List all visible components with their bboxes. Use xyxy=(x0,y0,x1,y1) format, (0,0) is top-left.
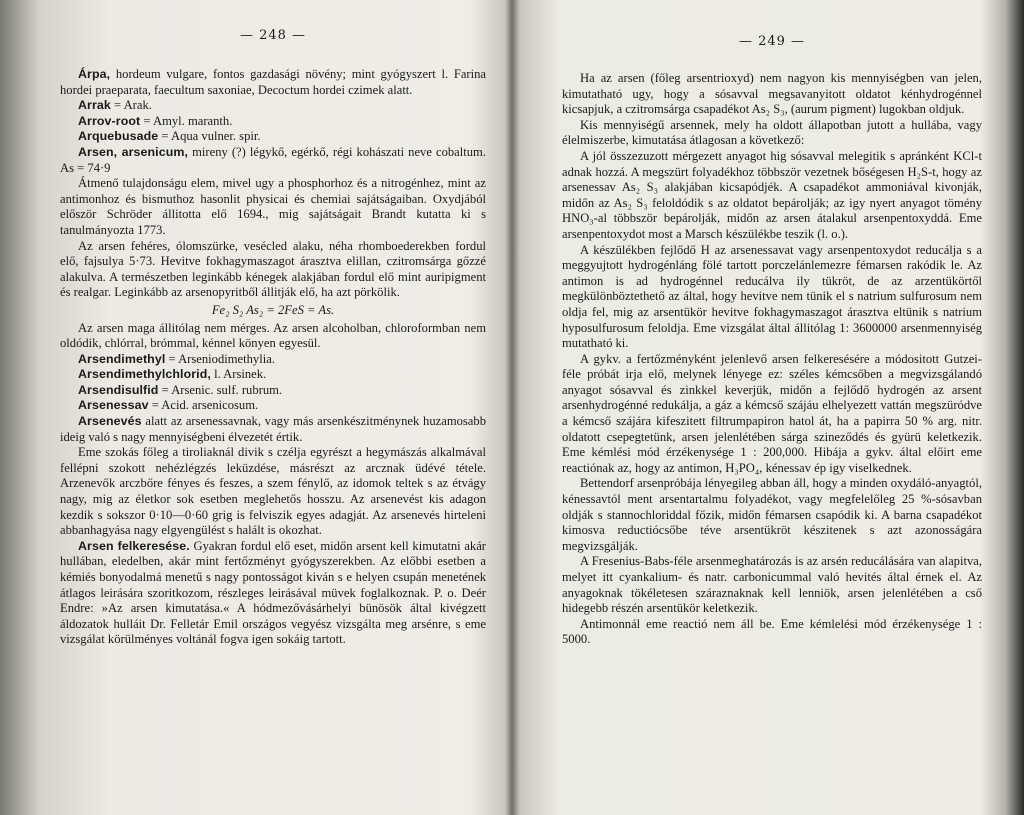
entry-text: = Arseniodimethylia. xyxy=(165,351,275,366)
dictionary-entry xyxy=(60,398,486,414)
entry-text: mireny (?) légykő, egérkő, régi kohászati neve cobaltum. As = 74·9 xyxy=(60,144,486,175)
entry-text: l. Arsinek. xyxy=(210,367,267,382)
entry-headword: Arsen, arsenicum, xyxy=(78,144,189,159)
entry-text: hordeum vulgare, fontos gazdasági növény; mint gyógyszert l. Farina hordei praeparata, faecultum saxoniae, Decoctum hordei czimek alatt. xyxy=(60,67,486,97)
paragraph: A Fresenius-Babs-féle arsenmeghatározás is az arsén reducálására van alapitva, melyet itt cyankalium- és natr. carbonicummal való hevités által érnek el. Az anyagoknak tökéletesen száraznaknak kell lenniök, arsen jelenlétében a cső hidegebb részén arsentükör keletkezik. xyxy=(562,554,982,616)
right-page xyxy=(514,0,1024,815)
entry-headword: Arsen felkeresése. xyxy=(78,538,190,553)
left-page xyxy=(0,0,510,815)
left-page-body xyxy=(60,67,486,648)
paragraph: A jól összezuzott mérgezett anyagot hig sósavval melegitik s apránként KCl-t adnak hozzá. A megszürt folyadékhoz többször vezetnek bőségesen H₂S-t, hogy az arsenessav As₂ S₃ alakjában kicsapódjék. A csapadékot ammoniával kivonják, midőn az As₂ S₃ feloldódik s az oldatot bepárolják; az igy nyert anyagot tömény HNO₃-al többször bepárolják, midőn az arsen átalakul arsenpentoxyddá. Eme arsenpentoxydot most a Marsch készülékbe teszik (l. o.). xyxy=(562,148,982,241)
dictionary-entry xyxy=(60,367,486,383)
right-page-body xyxy=(562,71,982,648)
paragraph: Átmenő tulajdonságu elem, mivel ugy a phosphorhoz és a nitrogénhez, mint az antimonhoz és bismuthoz hasonlit physicai és chemiai sajátságaiban. Oxydjából először Schröder állitotta elő 1694., mig sajátságait Brandt kutatta ki s tanulmányozta 1773. xyxy=(60,176,486,237)
paragraph: Antimonnál eme reactió nem áll be. Eme kémlelési mód érzékenysége 1 : 5000. xyxy=(562,616,982,647)
page-number: — 249 — xyxy=(738,34,806,49)
paragraph: Az arsen maga állitólag nem mérges. Az arsen alcoholban, chloroformban nem oldódik, chlórral, brómmal, kénnel könyen egyesül. xyxy=(60,320,486,351)
dictionary-entry xyxy=(60,352,486,368)
entry-text: Gyakran fordul elő eset, midőn arsent kell kimutatni akár hullában, eledelben, akár mint fertőzményt gyógyszerekben. Az előbbi esetben a kémiés bonyodalmá menetű s nagy pontosságot kiván s e helyen csupán menetének átlagos leirására szoritkozom, részleges leirásával müvek foglalkoznak. P. o. Deér Endre: »Az arsen kimutatása.« A hódmezővásárhelyi bünösök által kivégzett áldozatok hulláit Dr. Felletár Emil országos vegyész vizsgálta meg arsénre, s eme vizsgálat körülményes voltánál fogva igen sokáig tartott. xyxy=(60,538,486,647)
entry-headword: Arrak xyxy=(78,98,111,113)
paragraph: Eme szokás főleg a tiroliaknál divik s czélja egyrészt a hegymászás alkalmával fellépni szokott nehézlégzés leküzdése, másrészt az arcznak üdévé tétele. Arzenevők arczbőre fényes és feszes, a szem fénylő, az idomok teltek s az étvágy nagy, mig az életkor sok esetben meglehetős hosszu. Az arsenevést kis adagon kezdik s sokszor 0·10—0·60 grig is felviszik egyes adagját. Az arsenevés hirteleni abbanhagyása nagy elgyengülést s halált is okozhat. xyxy=(60,445,486,538)
entry-text: = Acid. arsenicosum. xyxy=(148,398,259,413)
dictionary-entry xyxy=(60,539,486,648)
dictionary-entry xyxy=(60,98,486,114)
chemical-formula: Fe₂ S₂ As₂ = 2FeS = As. xyxy=(211,302,335,317)
dictionary-entry xyxy=(60,145,486,176)
paragraph: A készülékben fejlődő H az arsenessavat vagy arsenpentoxydot reducálja s a meggyujtott hydrogénláng fölé tartott porczelánlemezre fémarsen rakódik le. Az antimon is ad hydrogénnel reducálva ily tükröt, de az arzentükörtől megkülönböztethető az által, hogy hevitve nem tünik el s natrium sulfurosum nem oldja fel, mig az arsentükör hevitve fokhagymaszagot árasztva eltünik s natrium hyposulfurosum feloldja. Eme vizsgálat által állitólag 1: 3600000 arsenmennyiség mutatható ki. xyxy=(562,242,982,351)
entry-headword: Árpa, xyxy=(78,67,111,81)
paragraph: Az arsen fehéres, ólomszürke, vesécled alaku, néha rhomboederekben fordul elő, fajsulya 5·73. Hevitve fokhagymaszagot árasztva elillan, czitromsárga gőzzé alakulva. A természetben leginkább kénegek alakjában fordul elő mint auripigment és realgar. Leginkább az arsenopyritből állitják elő, ha azt pörkölik. xyxy=(60,238,486,300)
entry-headword: Arquebusade xyxy=(78,129,159,144)
paragraph: A gykv. a fertőzményként jelenlevő arsen felkeresésére a módositott Gutzei-féle próbát irja elő, melynek lényege ez: széles kémcsőben a megvizsgálandó anyagot sósavval és zinkkel keverjük, midőn a fejlődő hydrogén az arsent arsenhydrogénné redukálja, a gáz a kémcső szájáu elhelyezett vattán megszüródve a kémcső szájára kifeszitett filtrumpapiron hatol át, ha a papirra 50 % arg. nitr. oldatott csepegtetünk, arsen jelenlétében sárga szineződés és gyürü keletkezik. Eme kémlési mód érzékenysége 1 : 200,000. Hibája a gykv. által előirt eme reactiónak az, hogy az antimon, H₃PO₄, kénessav ép igy viselkednek. xyxy=(562,351,982,475)
entry-headword: Arsendimethyl xyxy=(78,351,166,366)
entry-text: = Amyl. maranth. xyxy=(140,113,233,128)
entry-headword: Arsenessav xyxy=(78,398,149,413)
paragraph: Bettendorf arsenpróbája lényegileg abban áll, hogy a minden oxydáló-anyagtól, kénessavtól ment arsentartalmu folyadékot, vagy megfelelőleg 25 %-sósavban oldják s stannochloriddal főzik, midőn fémarsen csapódik ki. A barna csapadékot kimosva reductiócsőbe téve arsentükröt készitenek s azt azonosságára megvizsgálják. xyxy=(562,476,982,553)
entry-headword: Arsenevés xyxy=(78,414,142,429)
paragraph: Kis mennyiségű arsennek, mely ha oldott állapotban jutott a hullába, vagy élelmiszerbe, kimutatása átlagosan a következő: xyxy=(562,117,982,148)
entry-text: = Arsenic. sulf. rubrum. xyxy=(158,382,283,397)
dictionary-entry xyxy=(60,129,486,145)
entry-text: = Arak. xyxy=(110,98,152,113)
dictionary-entry xyxy=(60,383,486,399)
dictionary-entry xyxy=(60,67,486,98)
entry-headword: Arrov-root xyxy=(78,113,141,128)
entry-headword: Arsendimethylchlorid, xyxy=(78,367,211,382)
entry-text: = Aqua vulner. spir. xyxy=(158,129,261,144)
paragraph: Ha az arsen (főleg arsentrioxyd) nem nagyon kis mennyiségben van jelen, kimutatható ugy, hogy a sósavval megsavanyitott oldatot kénhydrogénnel kicsapjuk, a czitromsárga csapadékot As₂ S₃, (aurum pigment) lugokban oldjuk. xyxy=(562,71,982,117)
entry-text: alatt az arsenessavnak, vagy más arsenkészitménynek huzamosabb ideig való s nagy mennyiségbeni élvezetét értik. xyxy=(60,414,486,444)
dictionary-entry xyxy=(60,414,486,445)
page-number: — 248 — xyxy=(239,28,307,43)
entry-headword: Arsendisulfid xyxy=(78,382,159,397)
dictionary-entry xyxy=(60,114,486,130)
